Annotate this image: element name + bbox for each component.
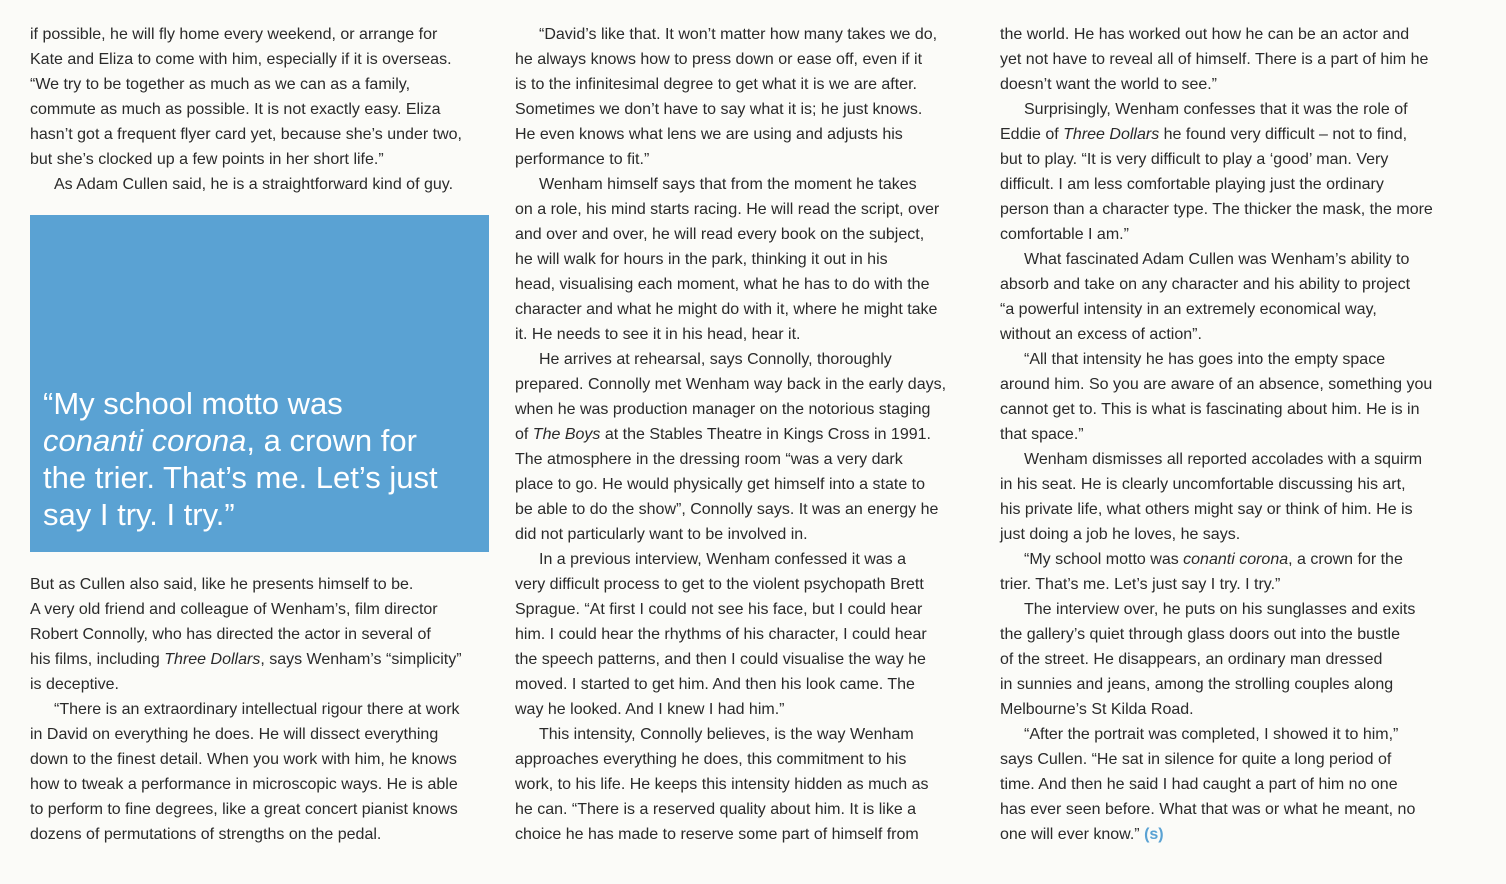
paragraph-line: be able to do the show”, Connolly says. It was an energy he [515,501,939,518]
paragraph-line: he will walk for hours in the park, thinking it out in his [515,251,888,268]
paragraph-line: work, to his life. He keeps this intensity hidden as much as [515,776,929,793]
paragraph-line: the world. He has worked out how he can be an actor and [1000,26,1410,43]
paragraph-line: how to tweak a performance in microscopic ways. He is able [30,776,458,793]
text-run: he found very difficult – not to find, [1159,126,1408,143]
pull-quote-line: the trier. That’s me. Let’s just [43,460,438,495]
paragraph-line [1000,122,1462,147]
paragraph-line: The interview over, he puts on his sunglasses and exits [1024,601,1416,618]
end-sign: (s) [1144,826,1164,843]
paragraph-line: Robert Connolly, who has directed the actor in several of [30,626,431,643]
paragraph-line: Sometimes we don’t have to say what it is; he just knows. [515,101,923,118]
pull-quote-line: “My school motto was [43,386,343,421]
paragraph-line: says Cullen. “He sat in silence for quite a long period of [1000,751,1392,768]
paragraph-line: around him. So you are aware of an absence, something you [1000,376,1433,393]
paragraph-line: Wenham dismisses all reported accolades with a squirm [1024,451,1423,468]
paragraph-line: that space.” [1000,426,1084,443]
paragraph-line: approaches everything he does, this commitment to his [515,751,907,768]
paragraph-line: yet not have to reveal all of himself. There is a part of him he [1000,51,1429,68]
text-run: one will ever know.” [1000,826,1145,843]
paragraph-line: Surprisingly, Wenham confesses that it was the role of [1024,101,1408,118]
paragraph-line: He even knows what lens we are using and adjusts his [515,126,903,143]
paragraph-line: The atmosphere in the dressing room “was a very dark [515,451,903,468]
paragraph-line: the speech patterns, and then I could visualise the way he [515,651,926,668]
paragraph-line: is to the infinitesimal degree to get what it is we are after. [515,76,917,93]
paragraph-line: cannot get to. This is what is fascinating about him. He is in [1000,401,1420,418]
paragraph-line: hasn’t got a frequent flyer card yet, because she’s under two, [30,126,462,143]
text-run: Eddie of [1000,126,1064,143]
paragraph-line: did not particularly want to be involved in. [515,526,808,543]
paragraph-line: way he looked. And I knew I had him.” [515,701,785,718]
paragraph-line: the gallery’s quiet through glass doors out into the bustle [1000,626,1400,643]
text-run: of [515,426,533,443]
paragraph-line: In a previous interview, Wenham confessed it was a [539,551,906,568]
paragraph-line: “After the portrait was completed, I showed it to him,” [1024,726,1399,743]
paragraph-line: Sprague. “At first I could not see his face, but I could hear [515,601,923,618]
paragraph-line: prepared. Connolly met Wenham way back in the early days, [515,376,947,393]
column-2 [515,22,977,847]
paragraph-line [1000,822,1462,847]
paragraph-line: Melbourne’s St Kilda Road. [1000,701,1194,718]
paragraph-line: if possible, he will fly home every weekend, or arrange for [30,26,438,43]
text-run: his films, including [30,651,165,668]
paragraph-line: Kate and Eliza to come with him, especially if it is overseas. [30,51,452,68]
paragraph-line: “a powerful intensity in an extremely economical way, [1000,301,1377,318]
paragraph-line: but she’s clocked up a few points in her short life.” [30,151,384,168]
paragraph-line: he can. “There is a reserved quality about him. It is like a [515,801,917,818]
paragraph-line: But as Cullen also said, like he presents himself to be. [30,576,414,593]
paragraph-line: but to play. “It is very difficult to play a ‘good’ man. Very [1000,151,1389,168]
paragraph-line: character and what he might do with it, where he might take [515,301,938,318]
column-1-top [30,22,492,197]
paragraph-line: he always knows how to press down or ease off, even if it [515,51,923,68]
paragraph-line: his private life, what others might say or think of him. He is [1000,501,1413,518]
column-1-bottom [30,572,492,847]
paragraph-line: A very old friend and colleague of Wenham’s, film director [30,601,438,618]
paragraph-line: performance to fit.” [515,151,650,168]
paragraph-line [30,647,492,672]
paragraph-line: it. He needs to see it in his head, hear it. [515,326,801,343]
paragraph-line: This intensity, Connolly believes, is the way Wenham [539,726,914,743]
text-run: “My school motto was [1024,551,1184,568]
paragraph-line: difficult. I am less comfortable playing just the ordinary [1000,176,1384,193]
paragraph-line: head, visualising each moment, what he has to do with the [515,276,930,293]
paragraph-line: and over and over, he will read every book on the subject, [515,226,925,243]
paragraph-line: absorb and take on any character and his ability to project [1000,276,1411,293]
pull-quote-line: say I try. I try.” [43,497,235,532]
paragraph-line: person than a character type. The thicker the mask, the more [1000,201,1433,218]
paragraph-line: without an excess of action”. [1000,326,1202,343]
film-title: Three Dollars [164,651,261,668]
paragraph-line [515,422,977,447]
pull-quote-text: , a crown for [246,423,417,458]
paragraph-line: in sunnies and jeans, among the strolling couples along [1000,676,1394,693]
paragraph-line: Wenham himself says that from the moment he takes [539,176,917,193]
paragraph-line: him. I could hear the rhythms of his character, I could hear [515,626,927,643]
paragraph-line: time. And then he said I had caught a part of him no one [1000,776,1398,793]
paragraph-line: very difficult process to get to the violent psychopath Brett [515,576,924,593]
pull-quote-italic: conanti corona [43,423,247,458]
paragraph-line: place to go. He would physically get himself into a state to [515,476,925,493]
paragraph-line: just doing a job he loves, he says. [1000,526,1241,543]
paragraph-line: on a role, his mind starts racing. He will read the script, over [515,201,940,218]
paragraph-line: when he was production manager on the notorious staging [515,401,931,418]
paragraph-line: “There is an extraordinary intellectual rigour there at work [54,701,460,718]
paragraph-line: commute as much as possible. It is not exactly easy. Eliza [30,101,441,118]
paragraph-line: in David on everything he does. He will dissect everything [30,726,439,743]
paragraph-line: to perform to fine degrees, like a great concert pianist knows [30,801,458,818]
pull-quote-line [43,422,489,459]
paragraph-line: has ever seen before. What that was or what he meant, no [1000,801,1416,818]
paragraph-line: is deceptive. [30,676,119,693]
paragraph-line: doesn’t want the world to see.” [1000,76,1218,93]
pull-quote-box [30,215,489,552]
play-title: The Boys [532,426,601,443]
text-run: , says Wenham’s “simplicity” [260,651,462,668]
paragraph-line: “We try to be together as much as we can as a family, [30,76,411,93]
paragraph-line: moved. I started to get him. And then his look came. The [515,676,915,693]
paragraph-line: As Adam Cullen said, he is a straightforward kind of guy. [54,176,454,193]
film-title: Three Dollars [1063,126,1160,143]
paragraph-line: in his seat. He is clearly uncomfortable discussing his art, [1000,476,1406,493]
text-run: at the Stables Theatre in Kings Cross in 1991. [600,426,931,443]
column-3 [1000,22,1462,847]
paragraph-line: trier. That’s me. Let’s just say I try. I try.” [1000,576,1281,593]
paragraph-line: dozens of permutations of strengths on the pedal. [30,826,382,843]
paragraph-line: “David’s like that. It won’t matter how many takes we do, [539,26,938,43]
paragraph-line: What fascinated Adam Cullen was Wenham’s ability to [1024,251,1410,268]
text-run: , a crown for the [1288,551,1403,568]
paragraph-line: choice he has made to reserve some part of himself from [515,826,919,843]
paragraph-line: of the street. He disappears, an ordinary man dressed [1000,651,1383,668]
paragraph-line: He arrives at rehearsal, says Connolly, thoroughly [539,351,892,368]
paragraph-line: “All that intensity he has goes into the empty space [1024,351,1386,368]
paragraph-line: comfortable I am.” [1000,226,1129,243]
motto-italic: conanti corona [1183,551,1289,568]
paragraph-line [1000,547,1462,572]
paragraph-line: down to the finest detail. When you work with him, he knows [30,751,457,768]
